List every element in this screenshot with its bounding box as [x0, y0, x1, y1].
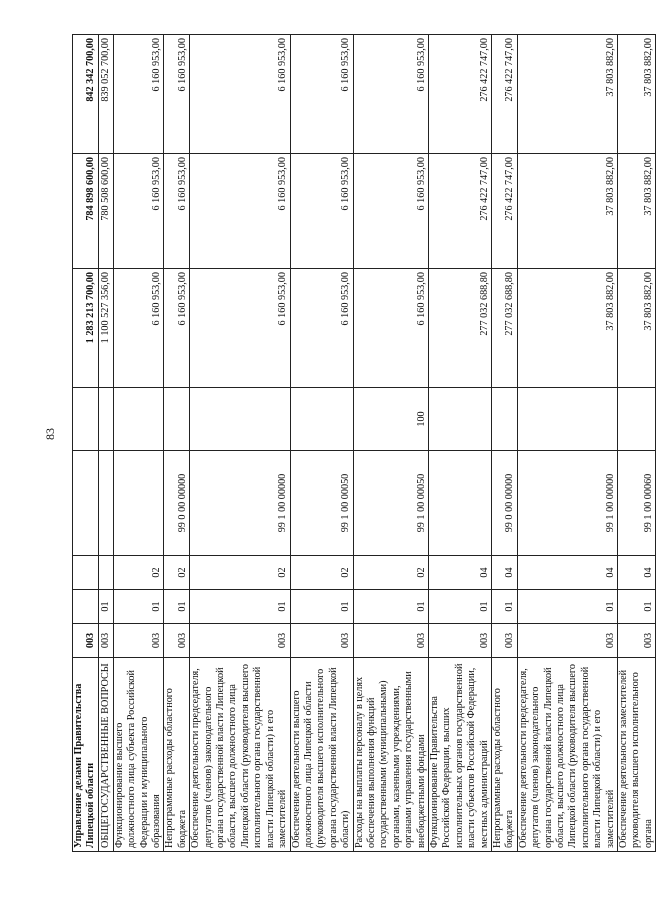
cell-code: 003 — [517, 624, 617, 658]
page-number: 83 — [43, 428, 57, 440]
cell-name: ОБЩЕГОСУДАРСТВЕННЫЕ ВОПРОСЫ — [98, 658, 113, 852]
cell-sum-2: 37 803 882,00 — [618, 154, 656, 269]
cell-sum-1: 6 160 953,00 — [290, 269, 353, 388]
cell-code: 003 — [73, 624, 99, 658]
cell-sum-2: 6 160 953,00 — [190, 154, 290, 269]
cell-subsection — [98, 556, 113, 590]
cell-section: 01 — [517, 590, 617, 624]
budget-table-body — [73, 35, 656, 852]
cell-sum-1: 6 160 953,00 — [353, 269, 428, 388]
cell-article — [98, 451, 113, 556]
cell-article: 99 0 00 00000 — [164, 451, 190, 556]
cell-expense-type — [428, 388, 491, 451]
cell-sum-3: 276 422 747,00 — [428, 35, 491, 154]
cell-section: 01 — [190, 590, 290, 624]
cell-code: 003 — [113, 624, 164, 658]
table-row — [190, 35, 290, 852]
cell-sum-2: 6 160 953,00 — [164, 154, 190, 269]
cell-subsection: 04 — [517, 556, 617, 590]
cell-sum-2: 780 508 600,00 — [98, 154, 113, 269]
cell-subsection: 04 — [492, 556, 518, 590]
cell-name: Управление делами Правительства Липецкой области — [73, 658, 99, 852]
cell-article — [428, 451, 491, 556]
cell-section: 01 — [428, 590, 491, 624]
cell-sum-1: 6 160 953,00 — [190, 269, 290, 388]
cell-sum-1: 277 032 688,80 — [492, 269, 518, 388]
cell-sum-2: 6 160 953,00 — [353, 154, 428, 269]
cell-expense-type: 100 — [353, 388, 428, 451]
cell-code: 003 — [492, 624, 518, 658]
cell-section: 01 — [164, 590, 190, 624]
cell-sum-2: 276 422 747,00 — [492, 154, 518, 269]
cell-subsection: 04 — [618, 556, 656, 590]
cell-sum-2: 37 803 882,00 — [517, 154, 617, 269]
cell-sum-2: 6 160 953,00 — [290, 154, 353, 269]
cell-expense-type — [290, 388, 353, 451]
cell-code: 003 — [428, 624, 491, 658]
cell-sum-1: 6 160 953,00 — [113, 269, 164, 388]
cell-name: Обеспечение деятельности председателя, депутатов (членов) законодательного органа государственной власти Липецкой области, высшего должностного лица Липецкой области (руководителя высшего исполнительного органа государственной власти Липецкой области) и его заместителей — [517, 658, 617, 852]
cell-article: 99 1 00 00050 — [353, 451, 428, 556]
cell-subsection: 02 — [353, 556, 428, 590]
cell-section: 01 — [113, 590, 164, 624]
table-row — [428, 35, 491, 852]
cell-subsection: 02 — [113, 556, 164, 590]
cell-section: 01 — [492, 590, 518, 624]
cell-name: Расходы на выплаты персоналу в целях обеспечения выполнения функций государственными (муниципальными) органами, казенными учреждениями, органами управления государственными внебюджетными фондами — [353, 658, 428, 852]
cell-subsection: 02 — [190, 556, 290, 590]
cell-sum-1: 6 160 953,00 — [164, 269, 190, 388]
cell-sum-1: 277 032 688,80 — [428, 269, 491, 388]
cell-article: 99 0 00 00000 — [492, 451, 518, 556]
cell-name: Обеспечение деятельности высшего должностного лица Липецкой области (руководителя высшего исполнительного органа государственной власти Липецкой области) — [290, 658, 353, 852]
cell-section — [73, 590, 99, 624]
cell-article: 99 1 00 00000 — [190, 451, 290, 556]
cell-name: Функционирование Правительства Российской Федерации, высших исполнительных органов государственной власти субъектов Российской Федерации, местных администраций — [428, 658, 491, 852]
cell-expense-type — [517, 388, 617, 451]
cell-expense-type — [164, 388, 190, 451]
cell-sum-2: 276 422 747,00 — [428, 154, 491, 269]
table-row — [164, 35, 190, 852]
cell-name: Непрограммные расходы областного бюджета — [492, 658, 518, 852]
cell-sum-1: 1 283 213 700,00 — [73, 269, 99, 388]
cell-section: 01 — [618, 590, 656, 624]
cell-sum-3: 839 052 700,00 — [98, 35, 113, 154]
cell-article — [73, 451, 99, 556]
cell-subsection: 04 — [428, 556, 491, 590]
cell-name: Непрограммные расходы областного бюджета — [164, 658, 190, 852]
cell-code: 003 — [164, 624, 190, 658]
cell-expense-type — [113, 388, 164, 451]
rotated-budget-table-container — [72, 35, 654, 852]
cell-sum-1: 37 803 882,00 — [517, 269, 617, 388]
cell-expense-type — [98, 388, 113, 451]
cell-article: 99 1 00 00060 — [618, 451, 656, 556]
table-row — [618, 35, 656, 852]
cell-subsection — [73, 556, 99, 590]
table-row — [113, 35, 164, 852]
cell-subsection: 02 — [290, 556, 353, 590]
cell-sum-1: 1 100 527 356,00 — [98, 269, 113, 388]
budget-table — [72, 34, 656, 852]
cell-article: 99 1 00 00050 — [290, 451, 353, 556]
cell-expense-type — [618, 388, 656, 451]
table-row — [517, 35, 617, 852]
cell-sum-3: 6 160 953,00 — [353, 35, 428, 154]
cell-sum-3: 276 422 747,00 — [492, 35, 518, 154]
cell-section: 01 — [98, 590, 113, 624]
cell-code: 003 — [618, 624, 656, 658]
cell-sum-3: 37 803 882,00 — [517, 35, 617, 154]
table-row — [73, 35, 99, 852]
cell-expense-type — [73, 388, 99, 451]
table-row — [290, 35, 353, 852]
cell-code: 003 — [290, 624, 353, 658]
cell-sum-3: 6 160 953,00 — [164, 35, 190, 154]
cell-section: 01 — [353, 590, 428, 624]
table-row — [98, 35, 113, 852]
cell-sum-3: 842 342 700,00 — [73, 35, 99, 154]
table-row — [353, 35, 428, 852]
cell-code: 003 — [98, 624, 113, 658]
cell-sum-1: 37 803 882,00 — [618, 269, 656, 388]
cell-code: 003 — [190, 624, 290, 658]
cell-sum-2: 784 898 600,00 — [73, 154, 99, 269]
cell-sum-2: 6 160 953,00 — [113, 154, 164, 269]
cell-sum-3: 37 803 882,00 — [618, 35, 656, 154]
cell-name: Обеспечение деятельности председателя, депутатов (членов) законодательного органа государственной власти Липецкой области, высшего должностного лица Липецкой области (руководителя высшего исполнительного органа государственной власти Липецкой области) и его заместителей — [190, 658, 290, 852]
cell-name: Обеспечение деятельности заместителей руководителя высшего исполнительного органа — [618, 658, 656, 852]
cell-subsection: 02 — [164, 556, 190, 590]
cell-expense-type — [190, 388, 290, 451]
cell-section: 01 — [290, 590, 353, 624]
cell-name: Функционирование высшего должностного лица субъекта Российской Федерации и муниципального образования — [113, 658, 164, 852]
cell-sum-3: 6 160 953,00 — [113, 35, 164, 154]
cell-sum-3: 6 160 953,00 — [290, 35, 353, 154]
cell-article: 99 1 00 00000 — [517, 451, 617, 556]
cell-sum-3: 6 160 953,00 — [190, 35, 290, 154]
table-row — [492, 35, 518, 852]
cell-article — [113, 451, 164, 556]
cell-code: 003 — [353, 624, 428, 658]
cell-expense-type — [492, 388, 518, 451]
